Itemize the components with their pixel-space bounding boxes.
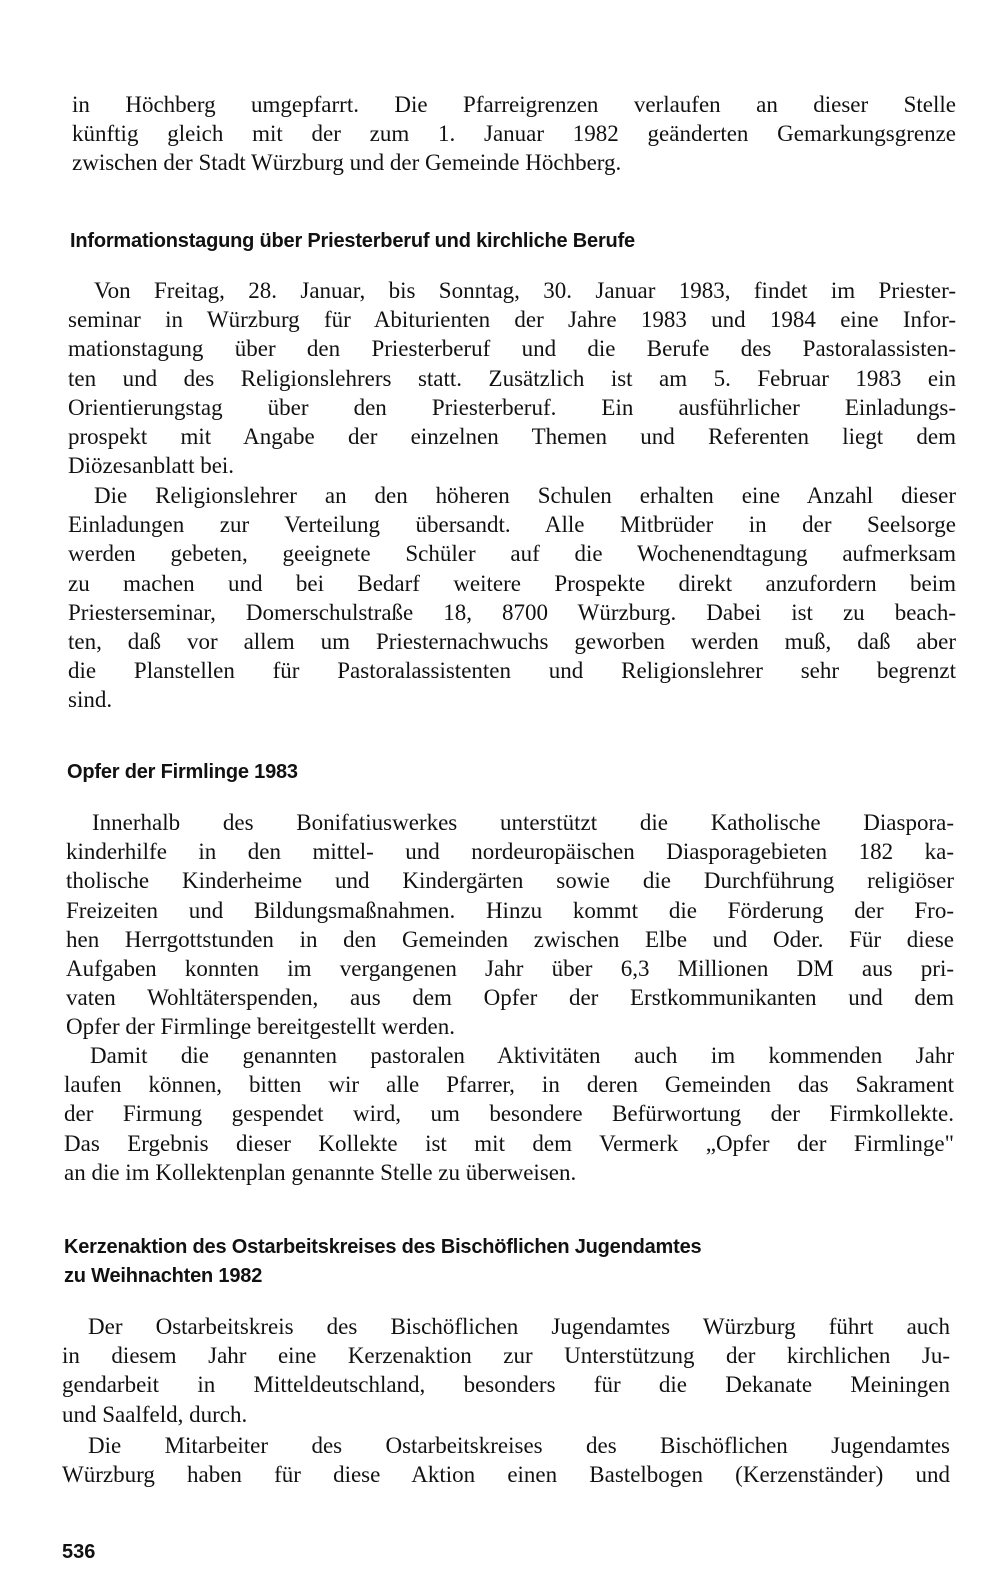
text-line: Die Mitarbeiter des Ostarbeitskreises des Bischöflichen Jugendamtes	[88, 1433, 950, 1458]
text-line: ten und des Religionslehrers statt. Zusätzlich ist am 5. Februar 1983 ein	[68, 365, 956, 391]
text-line: zwischen der Stadt Würzburg und der Gemeinde Höchberg.	[72, 150, 622, 176]
section-heading-opfer-der-firmlinge: Opfer der Firmlinge 1983	[67, 761, 298, 783]
text-line: Diözesanblatt bei.	[68, 453, 235, 479]
text-line: der Firmung gespendet wird, um besondere Befürwortung der Firmkollekte.	[64, 1101, 954, 1127]
text-line: prospekt mit Angabe der einzelnen Themen und Referenten liegt dem	[68, 424, 956, 450]
text-line: werden gebeten, geeignete Schüler auf die Wochenendtagung aufmerksam	[68, 541, 956, 567]
section-informationstagung-paragraph-1	[68, 276, 956, 480]
text-line: mationstagung über den Priesterberuf und die Berufe des Pastoralassisten-	[68, 336, 956, 362]
text-line: die Planstellen für Pastoralassistenten und Religionslehrer sehr begrenzt	[68, 658, 956, 684]
text-line: Opfer der Firmlinge bereitgestellt werden.	[66, 1014, 455, 1040]
text-line: künftig gleich mit der zum 1. Januar 1982 geänderten Gemarkungsgrenze	[72, 121, 956, 147]
text-line: Von Freitag, 28. Januar, bis Sonntag, 30. Januar 1983, findet im Priester-	[94, 278, 956, 303]
text-line: ten, daß vor allem um Priesternachwuchs geworben werden muß, daß aber	[68, 629, 956, 655]
text-line: Damit die genannten pastoralen Aktivitäten auch im kommenden Jahr	[90, 1043, 954, 1068]
text-line: in diesem Jahr eine Kerzenaktion zur Unterstützung der kirchlichen Ju-	[62, 1343, 950, 1369]
text-line: laufen können, bitten wir alle Pfarrer, in deren Gemeinden das Sakrament	[64, 1072, 954, 1098]
text-line: tholische Kinderheime und Kindergärten sowie die Durchführung religiöser	[66, 868, 954, 894]
text-line: Aufgaben konnten im vergangenen Jahr über 6,3 Millionen DM aus pri-	[66, 956, 954, 982]
text-line: Würzburg haben für diese Aktion einen Bastelbogen (Kerzenständer) und	[62, 1462, 950, 1488]
section-kerzenaktion-paragraph-2	[62, 1431, 950, 1489]
text-line: Einladungen zur Verteilung übersandt. Alle Mitbrüder in der Seelsorge	[68, 512, 956, 538]
text-line: in Höchberg umgepfarrt. Die Pfarreigrenzen verlaufen an dieser Stelle	[72, 92, 956, 117]
section-firmlinge-paragraph-1	[66, 808, 954, 1042]
heading-line: zu Weihnachten 1982	[64, 1265, 263, 1287]
text-line: vaten Wohltäterspenden, aus dem Opfer der Erstkommunikanten und dem	[66, 985, 954, 1011]
text-line: Freizeiten und Bildungsmaßnahmen. Hinzu kommt die Förderung der Fro-	[66, 897, 954, 923]
text-line: und Saalfeld, durch.	[62, 1401, 248, 1427]
text-line: Das Ergebnis dieser Kollekte ist mit dem Vermerk „Opfer der Firmlinge"	[64, 1130, 954, 1156]
text-line: seminar in Würzburg für Abiturienten der Jahre 1983 und 1984 eine Infor-	[68, 307, 956, 333]
text-line: Priesterseminar, Domerschulstraße 18, 8700 Würzburg. Dabei ist zu beach-	[68, 599, 956, 625]
section-firmlinge-paragraph-2	[64, 1041, 954, 1187]
text-line: Orientierungstag über den Priesterberuf. Ein ausführlicher Einladungs-	[68, 394, 956, 420]
text-line: hen Herrgottstunden in den Gemeinden zwischen Elbe und Oder. Für diese	[66, 926, 954, 952]
text-line: zu machen und bei Bedarf weitere Prospekte direkt anzufordern beim	[68, 570, 956, 596]
section-kerzenaktion-paragraph-1	[62, 1312, 950, 1429]
intro-paragraph	[72, 90, 956, 178]
text-line: an die im Kollektenplan genannte Stelle zu überweisen.	[64, 1159, 577, 1185]
section-heading-kerzenaktion	[64, 1233, 701, 1291]
section-heading-informationstagung: Informationstagung über Priesterberuf und kirchliche Berufe	[70, 230, 635, 252]
heading-line: Kerzenaktion des Ostarbeitskreises des Bischöflichen Jugendamtes	[64, 1236, 702, 1258]
text-line: Innerhalb des Bonifatiuswerkes unterstützt die Katholische Diaspora-	[92, 810, 954, 835]
text-line: kinderhilfe in den mittel- und nordeuropäischen Diasporagebieten 182 ka-	[66, 839, 954, 865]
section-informationstagung-paragraph-2	[68, 481, 956, 715]
text-line: Der Ostarbeitskreis des Bischöflichen Jugendamtes Würzburg führt auch	[88, 1314, 950, 1339]
page-number: 536	[62, 1541, 96, 1563]
text-line: sind.	[68, 687, 113, 713]
text-line: gendarbeit in Mitteldeutschland, besonders für die Dekanate Meiningen	[62, 1372, 950, 1398]
text-line: Die Religionslehrer an den höheren Schulen erhalten eine Anzahl dieser	[94, 483, 956, 508]
